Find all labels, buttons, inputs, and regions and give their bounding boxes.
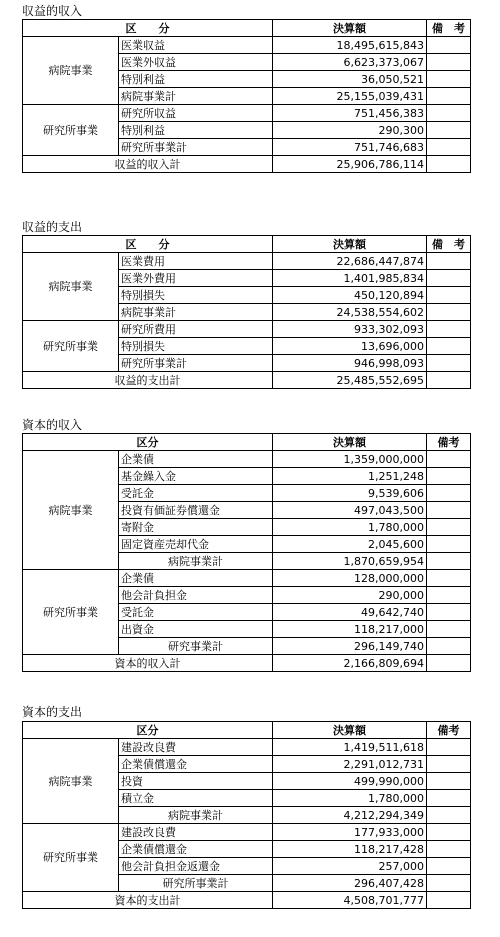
group-label: 研究所事業 (23, 105, 119, 156)
table-header-row (23, 236, 471, 253)
remarks-cell (427, 875, 471, 892)
total-value: 4,508,701,777 (273, 892, 427, 909)
section-title: 収益的支出 (22, 220, 83, 234)
total-label: 収益的収入計 (23, 156, 273, 173)
remarks-cell (427, 156, 471, 173)
item-label: 投資有価証券償還金 (119, 502, 273, 519)
subtotal-label: 病院事業計 (119, 553, 273, 570)
subtotal-value: 296,407,428 (273, 875, 427, 892)
item-value: 2,291,012,731 (273, 756, 427, 773)
item-label: 出資金 (119, 621, 273, 638)
remarks-cell (427, 485, 471, 502)
header-kubun: 区分 (23, 722, 273, 739)
header-amount: 決算額 (273, 434, 427, 451)
remarks-cell (427, 824, 471, 841)
item-value: 25,155,039,431 (273, 88, 427, 105)
remarks-cell (427, 139, 471, 156)
remarks-cell (427, 37, 471, 54)
header-remarks: 備 考 (427, 20, 471, 37)
item-label: 企業債 (119, 570, 273, 587)
remarks-cell (427, 451, 471, 468)
item-label: 受託金 (119, 604, 273, 621)
item-value: 751,456,383 (273, 105, 427, 122)
header-remarks: 備考 (427, 722, 471, 739)
item-value: 6,623,373,067 (273, 54, 427, 71)
item-label: 病院事業計 (119, 88, 273, 105)
item-value: 946,998,093 (273, 355, 427, 372)
capital-income-table (22, 433, 471, 672)
remarks-cell (427, 502, 471, 519)
table-row (23, 451, 471, 468)
remarks-cell (427, 536, 471, 553)
group-label: 研究所事業 (23, 570, 119, 655)
item-value: 1,419,511,618 (273, 739, 427, 756)
table-row (23, 253, 471, 270)
item-value: 497,043,500 (273, 502, 427, 519)
item-value: 177,933,000 (273, 824, 427, 841)
item-label: 研究所事業計 (119, 139, 273, 156)
item-label: 特別利益 (119, 71, 273, 88)
item-label: 建設改良費 (119, 739, 273, 756)
remarks-cell (427, 105, 471, 122)
item-label: 他会計負担金返還金 (119, 858, 273, 875)
header-kubun: 区分 (23, 434, 273, 451)
item-value: 9,539,606 (273, 485, 427, 502)
item-label: 研究所事業計 (119, 355, 273, 372)
total-row (23, 892, 471, 909)
item-label: 医業収益 (119, 37, 273, 54)
remarks-cell (427, 621, 471, 638)
item-value: 36,050,521 (273, 71, 427, 88)
subtotal-label: 研究所事業計 (119, 875, 273, 892)
total-row (23, 372, 471, 389)
remarks-cell (427, 570, 471, 587)
item-label: 寄附金 (119, 519, 273, 536)
remarks-cell (427, 756, 471, 773)
item-label: 建設改良費 (119, 824, 273, 841)
item-label: 医業外収益 (119, 54, 273, 71)
remarks-cell (427, 270, 471, 287)
item-label: 投資 (119, 773, 273, 790)
item-value: 257,000 (273, 858, 427, 875)
remarks-cell (427, 655, 471, 672)
remarks-cell (427, 739, 471, 756)
revenue-income-table (22, 19, 471, 173)
item-value: 1,251,248 (273, 468, 427, 485)
table-row (23, 824, 471, 841)
item-label: 医業費用 (119, 253, 273, 270)
table-row (23, 37, 471, 54)
subtotal-value: 1,870,659,954 (273, 553, 427, 570)
item-label: 企業債償還金 (119, 841, 273, 858)
remarks-cell (427, 372, 471, 389)
remarks-cell (427, 54, 471, 71)
capital-expense-table (22, 721, 471, 909)
item-value: 1,401,985,834 (273, 270, 427, 287)
item-label: 固定資産売却代金 (119, 536, 273, 553)
total-label: 資本的収入計 (23, 655, 273, 672)
item-label: 他会計負担金 (119, 587, 273, 604)
table-row (23, 570, 471, 587)
item-value: 118,217,428 (273, 841, 427, 858)
item-label: 受託金 (119, 485, 273, 502)
table-header-row (23, 722, 471, 739)
header-remarks: 備考 (427, 434, 471, 451)
item-value: 933,302,093 (273, 321, 427, 338)
header-amount: 決算額 (273, 236, 427, 253)
item-label: 医業外費用 (119, 270, 273, 287)
item-value: 22,686,447,874 (273, 253, 427, 270)
item-value: 2,045,600 (273, 536, 427, 553)
header-amount: 決算額 (273, 722, 427, 739)
header-kubun: 区 分 (23, 20, 273, 37)
total-label: 資本的支出計 (23, 892, 273, 909)
remarks-cell (427, 519, 471, 536)
item-label: 研究所費用 (119, 321, 273, 338)
subtotal-label: 病院事業計 (119, 807, 273, 824)
item-value: 751,746,683 (273, 139, 427, 156)
item-label: 積立金 (119, 790, 273, 807)
subtotal-value: 4,212,294,349 (273, 807, 427, 824)
remarks-cell (427, 304, 471, 321)
subtotal-value: 296,149,740 (273, 638, 427, 655)
item-label: 企業債償還金 (119, 756, 273, 773)
remarks-cell (427, 604, 471, 621)
remarks-cell (427, 321, 471, 338)
item-value: 1,359,000,000 (273, 451, 427, 468)
header-kubun: 区 分 (23, 236, 273, 253)
item-value: 49,642,740 (273, 604, 427, 621)
group-label: 病院事業 (23, 253, 119, 321)
item-value: 290,000 (273, 587, 427, 604)
item-value: 1,780,000 (273, 790, 427, 807)
table-row (23, 739, 471, 756)
item-label: 企業債 (119, 451, 273, 468)
group-label: 病院事業 (23, 451, 119, 570)
group-label: 病院事業 (23, 37, 119, 105)
remarks-cell (427, 253, 471, 270)
header-remarks: 備 考 (427, 236, 471, 253)
remarks-cell (427, 553, 471, 570)
table-header-row (23, 434, 471, 451)
item-value: 13,696,000 (273, 338, 427, 355)
item-value: 128,000,000 (273, 570, 427, 587)
item-value: 18,495,615,843 (273, 37, 427, 54)
item-label: 特別損失 (119, 287, 273, 304)
table-row (23, 105, 471, 122)
section-title: 資本的支出 (22, 705, 83, 719)
section-title: 収益的収入 (22, 4, 83, 18)
item-label: 特別損失 (119, 338, 273, 355)
section-title: 資本的収入 (22, 418, 83, 432)
revenue-expense-table (22, 235, 471, 389)
item-value: 499,990,000 (273, 773, 427, 790)
remarks-cell (427, 88, 471, 105)
total-value: 25,485,552,695 (273, 372, 427, 389)
item-label: 病院事業計 (119, 304, 273, 321)
total-row (23, 655, 471, 672)
remarks-cell (427, 355, 471, 372)
remarks-cell (427, 841, 471, 858)
subtotal-label: 研究事業計 (119, 638, 273, 655)
remarks-cell (427, 587, 471, 604)
group-label: 病院事業 (23, 739, 119, 824)
remarks-cell (427, 638, 471, 655)
remarks-cell (427, 338, 471, 355)
total-value: 25,906,786,114 (273, 156, 427, 173)
remarks-cell (427, 468, 471, 485)
remarks-cell (427, 807, 471, 824)
table-row (23, 321, 471, 338)
item-label: 特別利益 (119, 122, 273, 139)
total-value: 2,166,809,694 (273, 655, 427, 672)
total-row (23, 156, 471, 173)
item-value: 118,217,000 (273, 621, 427, 638)
total-label: 収益的支出計 (23, 372, 273, 389)
remarks-cell (427, 287, 471, 304)
table-header-row (23, 20, 471, 37)
remarks-cell (427, 122, 471, 139)
remarks-cell (427, 773, 471, 790)
remarks-cell (427, 858, 471, 875)
item-value: 1,780,000 (273, 519, 427, 536)
remarks-cell (427, 790, 471, 807)
item-value: 290,300 (273, 122, 427, 139)
remarks-cell (427, 71, 471, 88)
item-value: 24,538,554,602 (273, 304, 427, 321)
item-label: 基金繰入金 (119, 468, 273, 485)
group-label: 研究所事業 (23, 824, 119, 892)
item-value: 450,120,894 (273, 287, 427, 304)
header-amount: 決算額 (273, 20, 427, 37)
remarks-cell (427, 892, 471, 909)
item-label: 研究所収益 (119, 105, 273, 122)
group-label: 研究所事業 (23, 321, 119, 372)
